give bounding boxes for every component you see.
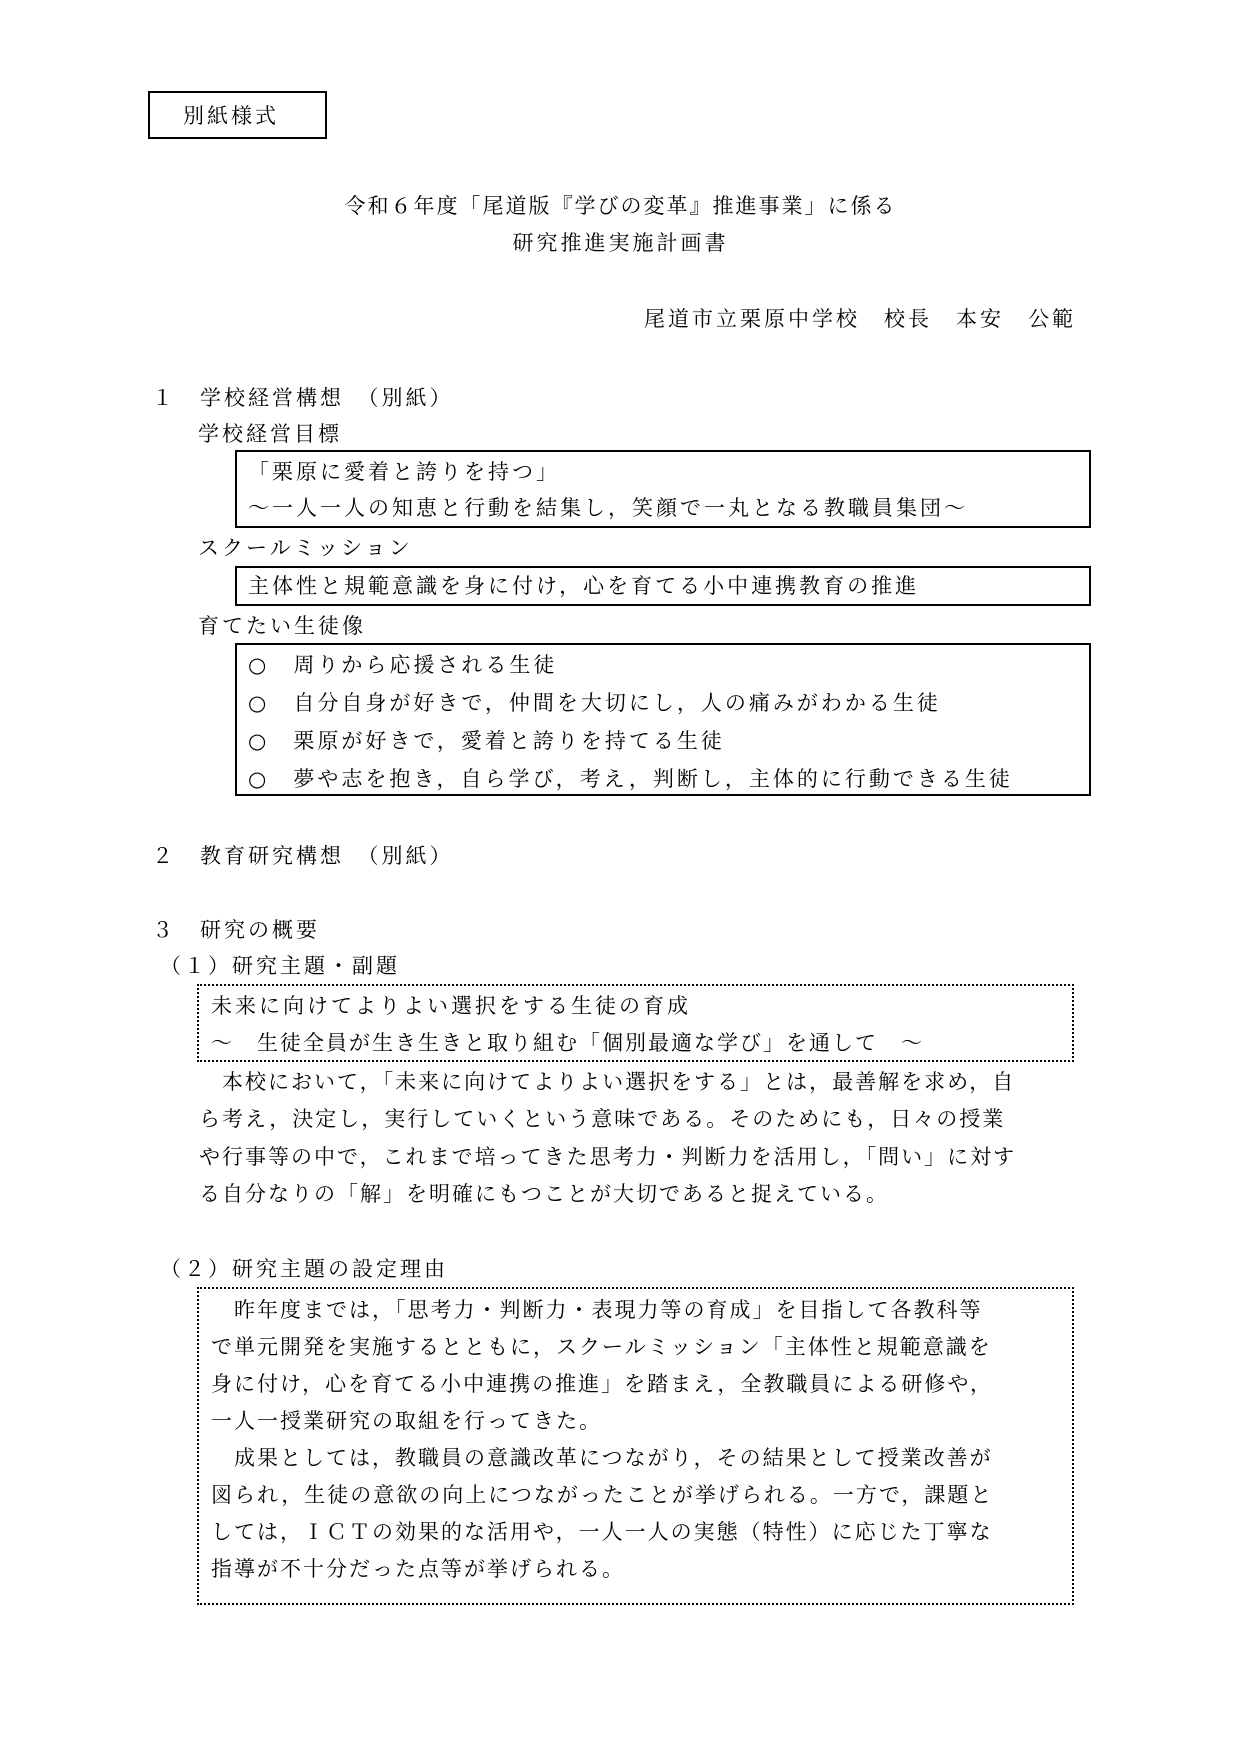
goal-line: ～一人一人の知恵と行動を結集し，笑顔で一丸となる教職員集団～ — [248, 496, 968, 520]
mission-text: 主体性と規範意識を身に付け，心を育てる小中連携教育の推進 — [248, 574, 920, 598]
reason-line: 一人一授業研究の取組を行ってきた。 — [211, 1409, 602, 1433]
subsection1-heading: （１）研究主題・副題 — [160, 954, 400, 978]
reason-line: しては，ＩＣＴの効果的な活用や，一人一人の実態（特性）に応じた丁寧な — [211, 1520, 993, 1544]
paragraph-line: ら考え，決定し，実行していくという意味である。そのためにも，日々の授業 — [199, 1107, 1006, 1131]
goal-label: 学校経営目標 — [198, 422, 342, 446]
ideal-student-item: ○ 栗原が好きで，愛着と誇りを持てる生徒 — [248, 729, 725, 753]
ideal-student-item: ○ 夢や志を抱き，自ら学び，考え，判断し，主体的に行動できる生徒 — [248, 767, 1013, 791]
section3-heading: ３ 研究の概要 — [152, 918, 320, 942]
ideal-student-item: ○ 周りから応援される生徒 — [248, 653, 558, 677]
author-line: 尾道市立栗原中学校 校長 本安 公範 — [644, 307, 1076, 331]
theme-line: ～ 生徒全員が生き生きと取り組む「個別最適な学び」を通して ～ — [211, 1031, 924, 1055]
reason-line: 成果としては，教職員の意識改革につながり，その結果として授業改善が — [211, 1446, 993, 1470]
reason-line: 身に付け，心を育てる小中連携の推進」を踏まえ，全教職員による研修や， — [211, 1372, 993, 1396]
reason-line: 図られ，生徒の意欲の向上につながったことが挙げられる。一方で，課題と — [211, 1483, 994, 1507]
reason-line: で単元開発を実施するとともに，スクールミッション「主体性と規範意識を — [211, 1335, 992, 1359]
reason-line: 昨年度までは，「思考力・判断力・表現力等の育成」を目指して各教科等 — [211, 1298, 983, 1322]
subsection2-heading: （２）研究主題の設定理由 — [160, 1257, 448, 1281]
form-label: 別紙様式 — [183, 104, 279, 128]
ideal-student-item: ○ 自分自身が好きで，仲間を大切にし，人の痛みがわかる生徒 — [248, 691, 941, 715]
section1-heading: １ 学校経営構想 （別紙） — [152, 386, 454, 410]
document-title-line2: 研究推進実施計画書 — [512, 231, 729, 255]
mission-label: スクールミッション — [198, 536, 413, 560]
document-title-line1: 令和６年度「尾道版『学びの変革』推進事業」に係る — [344, 194, 897, 218]
theme-line: 未来に向けてよりよい選択をする生徒の育成 — [211, 994, 691, 1018]
paragraph-line: 本校において，「未来に向けてよりよい選択をする」とは，最善解を求め，自 — [199, 1070, 1016, 1094]
reason-line: 指導が不十分だった点等が挙げられる。 — [211, 1557, 625, 1581]
paragraph-line: る自分なりの「解」を明確にもつことが大切であると捉えている。 — [199, 1182, 889, 1206]
paragraph-line: や行事等の中で，これまで培ってきた思考力・判断力を活用し，「問い」に対す — [199, 1145, 1017, 1169]
ideal-student-label: 育てたい生徒像 — [198, 614, 366, 638]
goal-line: 「栗原に愛着と誇りを持つ」 — [248, 460, 560, 484]
section2-heading: ２ 教育研究構想 （別紙） — [152, 844, 454, 868]
